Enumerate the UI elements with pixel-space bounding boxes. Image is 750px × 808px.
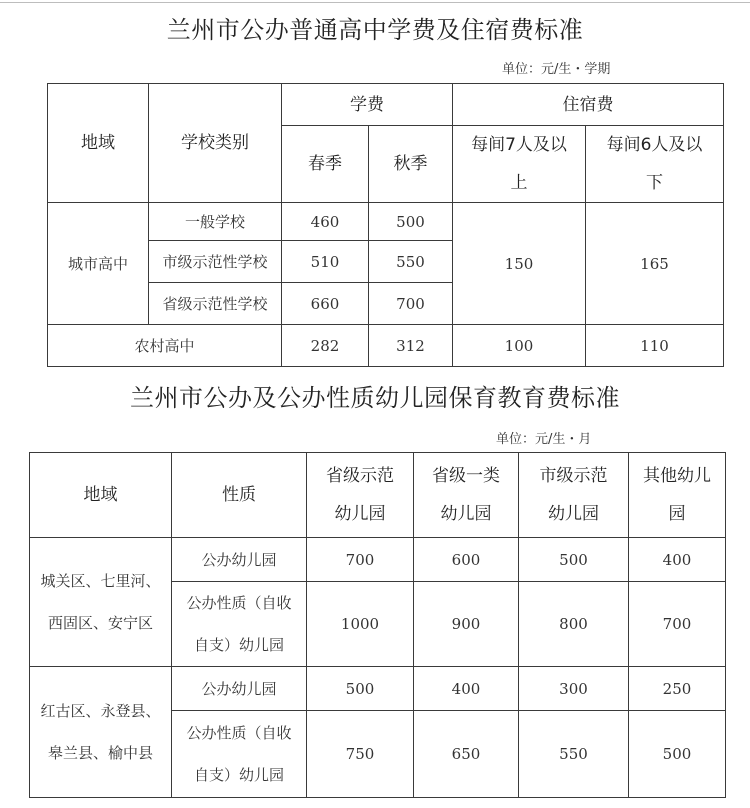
header-line: 省级一类	[432, 466, 500, 486]
header-six-less-line2: 下	[646, 173, 663, 193]
fee-value: 750	[307, 711, 414, 798]
region-rural-high: 农村高中	[48, 325, 282, 367]
header-six-less	[586, 126, 724, 203]
autumn-fee: 500	[369, 203, 453, 241]
table-row	[48, 203, 724, 241]
nature-line: 公办性质（自收	[186, 594, 292, 612]
table-row	[30, 667, 726, 711]
autumn-fee: 700	[369, 283, 453, 325]
fee-value: 400	[414, 667, 519, 711]
region-line: 皋兰县、榆中县	[47, 744, 153, 762]
nature-line: 自支）幼儿园	[193, 766, 284, 784]
header-nature: 性质	[172, 453, 307, 538]
region-city-high: 城市高中	[48, 203, 149, 325]
fee-value: 900	[414, 582, 519, 667]
kindergarten-fee-title: 兰州市公办及公办性质幼儿园保育教育费标准	[130, 384, 620, 412]
fee-value: 500	[519, 538, 629, 582]
lodging-six-less: 110	[586, 325, 724, 367]
spring-fee: 460	[282, 203, 369, 241]
table-row	[30, 538, 726, 582]
lodging-six-less: 165	[586, 203, 724, 325]
lodging-seven-plus: 100	[453, 325, 586, 367]
header-seven-plus-line1: 每间7人及以	[471, 135, 567, 155]
spring-fee: 660	[282, 283, 369, 325]
header-city-model	[519, 453, 629, 538]
school-type: 省级示范性学校	[149, 283, 282, 325]
region-line: 西固区、安宁区	[47, 614, 153, 632]
fee-value: 600	[414, 538, 519, 582]
nature-public: 公办幼儿园	[172, 538, 307, 582]
fee-value: 700	[307, 538, 414, 582]
school-type: 一般学校	[149, 203, 282, 241]
lodging-seven-plus: 150	[453, 203, 586, 325]
header-region: 地域	[48, 84, 149, 203]
region-group-2	[30, 667, 172, 798]
header-spring: 春季	[282, 126, 369, 203]
header-line: 幼儿园	[440, 504, 492, 524]
fee-value: 650	[414, 711, 519, 798]
header-provincial-first-class	[414, 453, 519, 538]
fee-value: 800	[519, 582, 629, 667]
header-autumn: 秋季	[369, 126, 453, 203]
header-tuition: 学费	[282, 84, 453, 126]
spring-fee: 282	[282, 325, 369, 367]
header-six-less-line1: 每间6人及以	[606, 135, 703, 155]
fee-value: 300	[519, 667, 629, 711]
header-school-type: 学校类别	[149, 84, 282, 203]
region-line: 城关区、七里河、	[40, 572, 161, 590]
autumn-fee: 550	[369, 241, 453, 283]
fee-value: 1000	[307, 582, 414, 667]
fee-value: 550	[519, 711, 629, 798]
header-lodging: 住宿费	[453, 84, 724, 126]
nature-public: 公办幼儿园	[172, 667, 307, 711]
nature-line: 公办性质（自收	[186, 724, 292, 742]
autumn-fee: 312	[369, 325, 453, 367]
high-school-fee-table	[47, 83, 724, 367]
fee-value: 500	[629, 711, 726, 798]
fee-value: 500	[307, 667, 414, 711]
kindergarten-unit-note: 单位：元/生・月	[496, 432, 592, 447]
header-line: 幼儿园	[334, 504, 386, 524]
region-line: 红古区、永登县、	[40, 702, 161, 720]
school-type: 市级示范性学校	[149, 241, 282, 283]
header-other	[629, 453, 726, 538]
header-line: 园	[668, 504, 686, 524]
nature-public-self-funded	[172, 711, 307, 798]
header-seven-plus	[453, 126, 586, 203]
spring-fee: 510	[282, 241, 369, 283]
header-line: 幼儿园	[548, 504, 599, 524]
table-row	[48, 325, 724, 367]
top-border-line	[0, 2, 750, 3]
header-line: 市级示范	[539, 466, 608, 486]
region-group-1	[30, 538, 172, 667]
fee-value: 250	[629, 667, 726, 711]
fee-value: 700	[629, 582, 726, 667]
nature-public-self-funded	[172, 582, 307, 667]
high-school-unit-note: 单位：元/生・学期	[502, 62, 611, 77]
high-school-fee-title: 兰州市公办普通高中学费及住宿费标准	[166, 16, 584, 44]
header-region: 地域	[30, 453, 172, 538]
header-line: 其他幼儿	[643, 466, 711, 486]
header-line: 省级示范	[326, 466, 394, 486]
fee-value: 400	[629, 538, 726, 582]
nature-line: 自支）幼儿园	[193, 636, 284, 654]
header-seven-plus-line2: 上	[510, 173, 528, 193]
header-provincial-model	[307, 453, 414, 538]
kindergarten-fee-table	[29, 452, 726, 798]
